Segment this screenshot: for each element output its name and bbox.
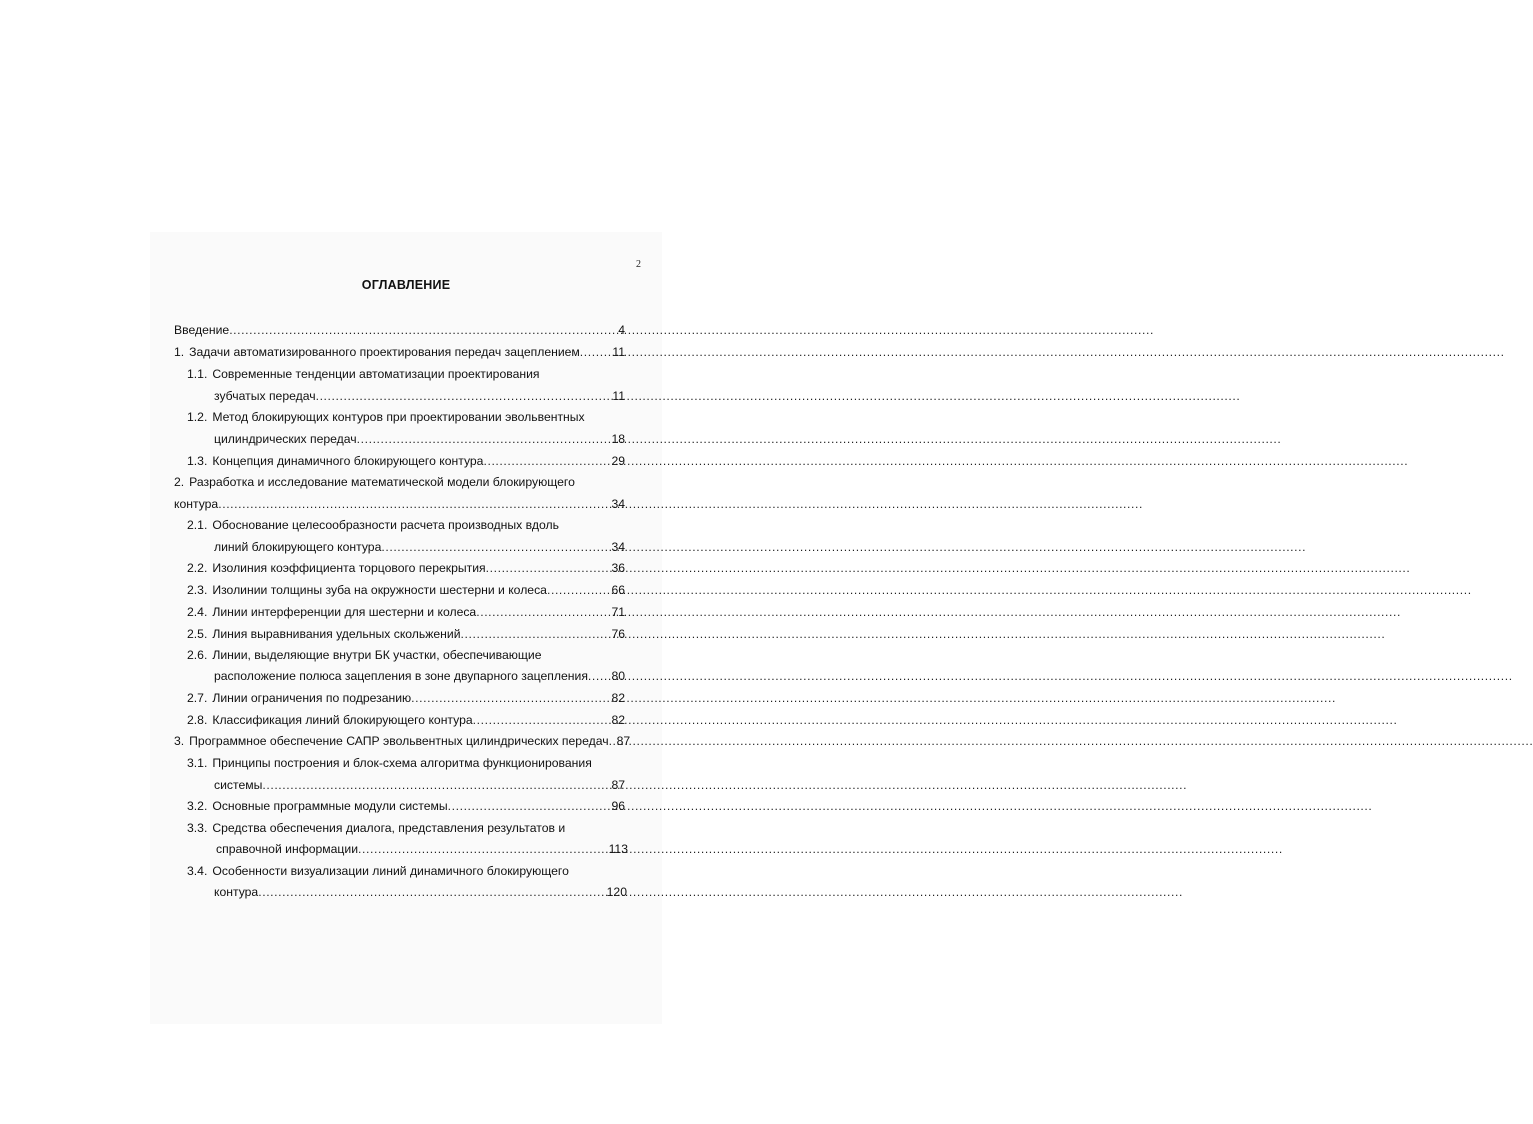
toc-entry-text: справочной информации (216, 842, 359, 856)
toc-entry-text: Разработка и исследование математической модели блокирующего (189, 475, 575, 489)
page-number: 2 (636, 259, 641, 270)
toc-entry-text: Метод блокирующих контуров при проектировании эвольвентных (212, 410, 585, 424)
toc-leader-dots (476, 604, 611, 620)
toc-entry-page: 34 (611, 540, 625, 554)
toc-entry-text: расположение полюса зацепления в зоне двупарного зацепления (214, 669, 588, 683)
toc-entry-number: 2.4. (187, 605, 208, 619)
toc-entry-page: 80 (611, 669, 625, 683)
toc-entry-page: 11 (612, 345, 625, 359)
toc-entry-page: 87 (616, 734, 631, 748)
toc-entry-1-2 (187, 409, 627, 425)
toc-entry-chapter-1 (174, 344, 625, 360)
toc-leader-dots (588, 668, 612, 684)
toc-entry-page: 29 (611, 454, 625, 468)
toc-entry-text: Обоснование целесообразности расчета производных вдоль (212, 518, 560, 532)
toc-entry-text: Изолинии толщины зуба на окружности шестерни и колеса (212, 583, 547, 597)
toc-entry-page: 36 (611, 561, 625, 575)
toc-entry-text: Особенности визуализации линий динамичного блокирующего (212, 864, 569, 878)
toc-entry-2-1 (187, 517, 627, 533)
toc-entry-text: Концепция динамичного блокирующего контура (212, 454, 484, 468)
toc-entry-text: Введение (174, 323, 230, 337)
toc-leader-dots (473, 712, 612, 728)
toc-entry-3-3-cont (216, 841, 628, 857)
toc-entry-introduction (174, 322, 625, 338)
toc-entry-2-6-cont (214, 668, 625, 684)
toc-entry-2-3 (187, 582, 625, 598)
toc-leader-dots (580, 344, 613, 360)
toc-entry-number: 1.3. (187, 454, 208, 468)
toc-entry-3-2 (187, 798, 625, 814)
toc-entry-number: 3.3. (187, 821, 208, 835)
toc-entry-page: 4 (618, 323, 625, 337)
toc-entry-1-3 (187, 453, 625, 469)
toc-entry-1-1-cont (214, 388, 625, 404)
toc-entry-page: 87 (611, 778, 625, 792)
toc-entry-number: 1.2. (187, 410, 208, 424)
toc-leader-dots (381, 539, 611, 555)
toc-entry-text: Современные тенденции автоматизации проектирования (212, 367, 540, 381)
toc-entry-2-4 (187, 604, 625, 620)
toc-entry-text: цилиндрических передач (214, 432, 357, 446)
toc-entry-page: 76 (611, 627, 625, 641)
toc-leader-dots (461, 626, 612, 642)
toc-entry-number: 2.2. (187, 561, 208, 575)
toc-leader-dots (357, 431, 612, 447)
toc-leader-dots (262, 777, 611, 793)
toc-entry-number: 2.6. (187, 648, 208, 662)
toc-leader-dots (316, 388, 613, 404)
toc-entry-text: Линии интерференции для шестерни и колеса (212, 605, 477, 619)
toc-entry-page: 113 (608, 842, 628, 856)
toc-leader-dots (483, 453, 611, 469)
toc-entry-3-3 (187, 820, 627, 836)
toc-entry-number: 3.4. (187, 864, 208, 878)
toc-entry-text: линий блокирующего контура (214, 540, 382, 554)
toc-entry-text: контура (214, 885, 259, 899)
toc-leader-dots (229, 322, 618, 338)
toc-entry-text: Программное обеспечение САПР эвольвентных цилиндрических передач (189, 734, 609, 748)
toc-entry-page: 96 (611, 799, 625, 813)
toc-title: ОГЛАВЛЕНИЕ (361, 278, 451, 292)
toc-entry-page: 82 (611, 713, 625, 727)
toc-entry-number: 3. (174, 734, 185, 748)
toc-entry-text: Линии, выделяющие внутри БК участки, обеспечивающие (212, 648, 542, 662)
toc-entry-number: 1.1. (187, 367, 208, 381)
toc-entry-1-1 (187, 366, 627, 382)
toc-entry-text: контура (174, 497, 219, 511)
toc-entry-page: 82 (611, 691, 625, 705)
toc-entry-text: Линия выравнивания удельных скольжений (212, 627, 461, 641)
toc-entry-text: Основные программные модули системы (212, 799, 448, 813)
toc-entry-chapter-3 (174, 733, 631, 749)
toc-leader-dots (609, 733, 617, 749)
toc-entry-page: 18 (611, 432, 625, 446)
toc-leader-dots (411, 690, 611, 706)
toc-entry-text: Принципы построения и блок-схема алгоритма функционирования (212, 756, 592, 770)
toc-entry-3-4 (187, 863, 627, 879)
toc-entry-text: зубчатых передач (214, 389, 316, 403)
toc-entry-number: 2.7. (187, 691, 208, 705)
toc-entry-2-6 (187, 647, 627, 663)
toc-entry-chapter-2-cont (174, 496, 625, 512)
toc-entry-page: 120 (606, 885, 627, 899)
toc-entry-text: Линии ограничения по подрезанию (212, 691, 412, 705)
toc-entry-2-7 (187, 690, 625, 706)
toc-entry-number: 1. (174, 345, 185, 359)
toc-entry-text: Классификация линий блокирующего контура (212, 713, 473, 727)
toc-entry-2-5 (187, 626, 625, 642)
toc-entry-chapter-2 (174, 474, 625, 490)
toc-entry-page: 34 (611, 497, 625, 511)
toc-entry-page: 11 (612, 389, 625, 403)
toc-entry-text: Задачи автоматизированного проектирования передач зацеплением (189, 345, 580, 359)
toc-leader-dots (486, 560, 612, 576)
toc-leader-dots (547, 582, 611, 598)
toc-leader-dots (258, 884, 606, 900)
toc-entry-1-2-cont (214, 431, 625, 447)
toc-entry-2-8 (187, 712, 625, 728)
toc-entry-number: 2.8. (187, 713, 208, 727)
toc-entry-text: системы (214, 778, 263, 792)
toc-entry-text: Средства обеспечения диалога, представления результатов и (212, 821, 566, 835)
toc-entry-3-1 (187, 755, 627, 771)
toc-entry-page: 66 (611, 583, 625, 597)
toc-entry-number: 2. (174, 475, 185, 489)
toc-entry-number: 2.1. (187, 518, 208, 532)
toc-entry-3-1-cont (214, 777, 625, 793)
toc-leader-dots (358, 841, 609, 857)
toc-entry-number: 3.2. (187, 799, 208, 813)
toc-leader-dots (218, 496, 611, 512)
toc-entry-2-1-cont (214, 539, 625, 555)
toc-entry-number: 2.3. (187, 583, 208, 597)
toc-entry-page: 71 (611, 605, 625, 619)
toc-entry-number: 3.1. (187, 756, 208, 770)
toc-entry-number: 2.5. (187, 627, 208, 641)
toc-entry-3-4-cont (214, 884, 627, 900)
toc-leader-dots (448, 798, 612, 814)
toc-entry-text: Изолиния коэффициента торцового перекрытия (212, 561, 486, 575)
toc-entry-2-2 (187, 560, 625, 576)
